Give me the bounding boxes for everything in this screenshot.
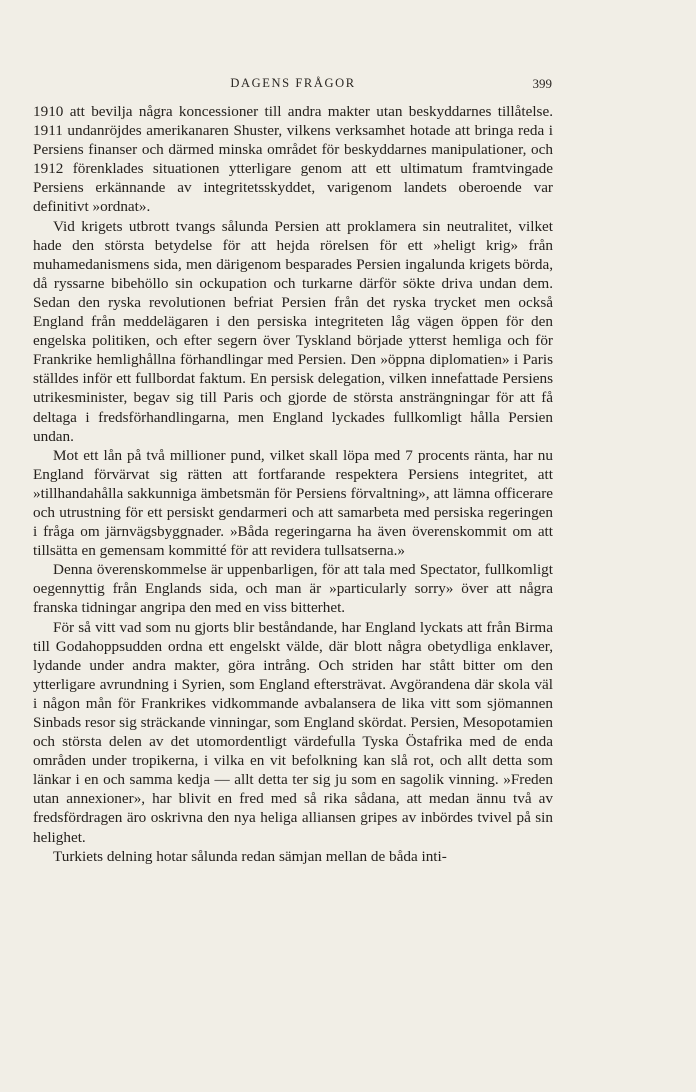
paragraph-6: Turkiets delning hotar sålunda redan sämjan mellan de båda inti- xyxy=(53,847,447,865)
paragraph-2: Vid krigets utbrott tvangs sålunda Persien att proklamera sin neutralitet, vilket hade den största betydelse för att hejda rörelsen för ett »heligt krig» från muhamedanismens sida, men därigenom besparades Persien ingalunda krigets börda, då ryssarne bibehöllo sin ockupation och turkarne därför sökte driva undan dem. Sedan den ryska revolutionen befriat Persien från det ryska trycket men också England från meddelägaren i den persiska integriteten låg vägen öppen för den engelska politiken, och efter segern över Tyskland började ytterst hemliga och för Frankrike hemlighållna förhandlingar med Persien. Den »öppna diplomatien» i Paris ställdes inför ett fullbordat faktum. En persisk delegation, vilken innefattade Persiens utrikesminister, begav sig till Paris och gjorde de största ansträngningar för att få deltaga i fredsförhandlingarna, men England lyckades fullkomligt hålla Persien undan. xyxy=(33,217,553,445)
paragraph-4: Denna överenskommelse är uppenbarligen, för att tala med Spectator, fullkomligt oegennyttig från Englands sida, och man är »particularly sorry» över att några franska tidningar angripa den med en viss bitterhet. xyxy=(33,561,553,617)
body-text xyxy=(33,102,553,866)
page-header xyxy=(34,76,552,96)
paragraph-1: 1910 att bevilja några koncessioner till andra makter utan beskyddarnes tillåtelse. 1911 undanröjdes amerikanaren Shuster, vilkens verksamhet hotade att bringa reda i Persiens finanser och därmed minska området för beskyddarnes manipulationer, och 1912 förenklades situationen ytterligare genom att ett ultimatum framtvingade Persiens erkännande av integritetsskyddet, varigenom landets oberoende var definitivt »ordnat». xyxy=(33,103,553,216)
running-title: DAGENS FRÅGOR xyxy=(230,76,356,90)
paragraph-5: För så vitt vad som nu gjorts blir beståndande, har England lyckats att från Birma till Godahoppsudden ordna ett engelskt välde, där blott några obetydliga enklaver, lydande under andra makter, göra intrång. Och striden har stått bitter om den ytterligare avrundning i Syrien, som England eftersträvat. Avgörandena där skola väl i någon mån för Frankrikes vidkommande avbalansera de lika vitt som sjömannen Sinbads resor sig sträckande vinningar, som England skördat. Persien, Mesopotamien och största delen av det utomordentligt värdefulla Tyska Östafrika med de enda områden under tropikerna, i vilka en vit befolkning kan slå rot, och allt detta som länkar i en och samma kedja — allt detta ter sig ju som en sagolik vinning. »Freden utan annexioner», har blivit en fred med så rika sådana, att medan ännu två av fredsfördragen äro oskrivna den nya heliga alliansen gripes av inbördes tvivel på sin helighet. xyxy=(33,618,553,846)
page-number: 399 xyxy=(532,76,552,91)
paragraph-3: Mot ett lån på två millioner pund, vilket skall löpa med 7 procents ränta, har nu England förvärvat sig rätten att fortfarande respektera Persiens integritet, att »tillhandahålla sakkunniga ämbetsmän för Persiens förvaltning», att lämna officerare och utrustning för ett persiskt gendarmeri och att samarbeta med persiska regeringen i fråga om järnvägsbyggnader. »Båda regeringarna ha även överenskommit om att tillsätta en gemensam kommitté för att revidera tullsatserna.» xyxy=(33,446,553,560)
